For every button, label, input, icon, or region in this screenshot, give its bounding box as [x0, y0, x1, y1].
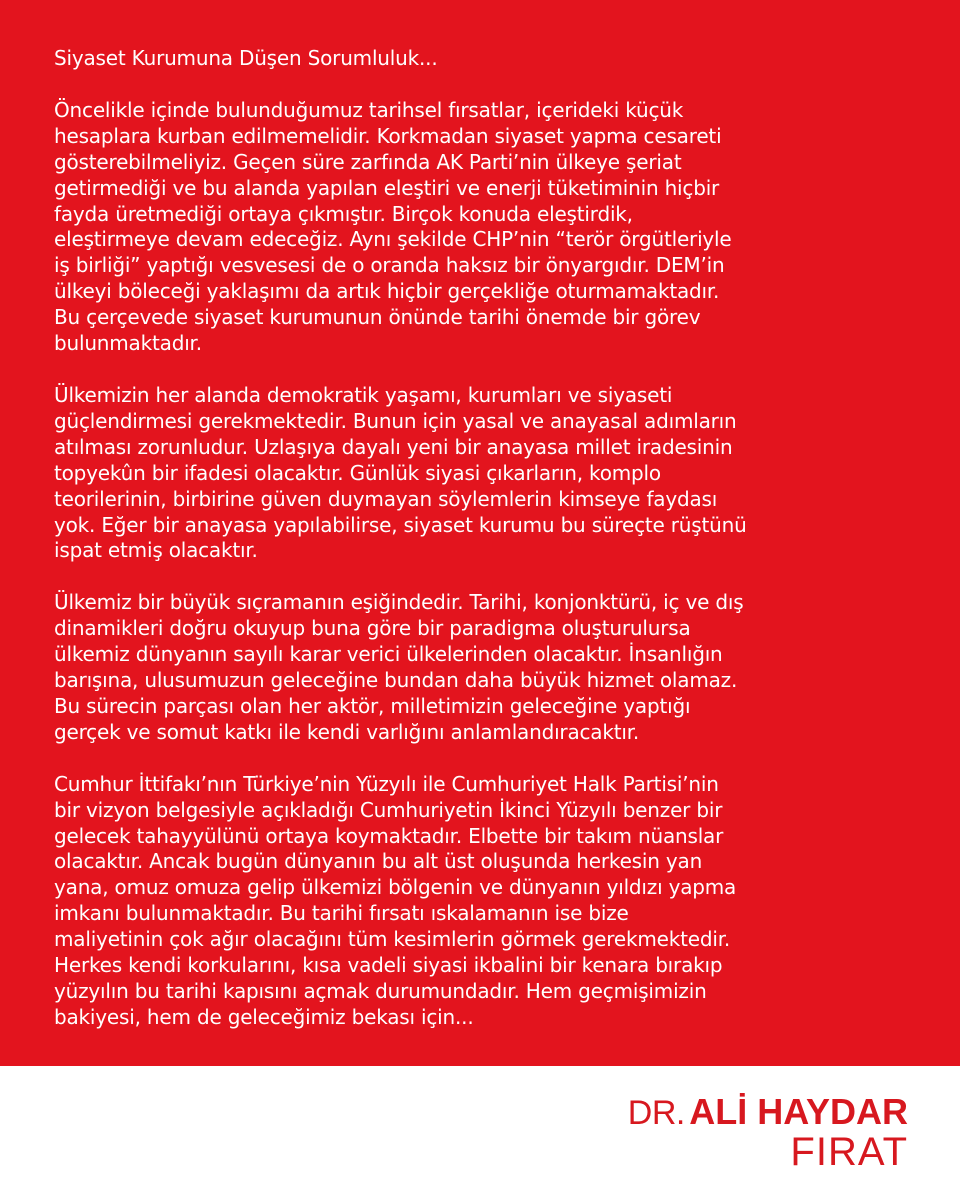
text-line: imkanı bulunmaktadır. Bu tarihi fırsatı ıskalamanın ise bize: [54, 901, 629, 926]
text-line: güçlendirmesi gerekmektedir. Bunun için yasal ve anayasal adımların: [54, 408, 737, 433]
statement-body: [54, 46, 924, 1057]
text-line: atılması zorunludur. Uzlaşıya dayalı yeni bir anayasa millet iradesinin: [54, 434, 733, 459]
statement-heading: Siyaset Kurumuna Düşen Sorumluluk...: [54, 46, 438, 70]
text-line: bir vizyon belgesiyle açıkladığı Cumhuriyetin İkinci Yüzyılı benzer bir: [54, 797, 723, 822]
signature-top-line: [627, 1091, 908, 1132]
text-line: barışına, ulusumuzun geleceğine bundan daha büyük hizmet olamaz.: [54, 668, 738, 693]
text-line: Bu çerçevede siyaset kurumunun önünde tarihi önemde bir görev: [54, 305, 701, 330]
paragraph-3: [54, 590, 924, 745]
text-line: Ülkemizin her alanda demokratik yaşamı, kurumları ve siyaseti: [54, 382, 673, 407]
paragraph-4: [54, 772, 924, 1031]
signature-title: DR.: [627, 1094, 685, 1132]
text-line: topyekûn bir ifadesi olacaktır. Günlük siyasi çıkarların, komplo: [54, 460, 661, 485]
text-line: dinamikleri doğru okuyup buna göre bir paradigma oluşturulursa: [54, 616, 691, 641]
text-line: yok. Eğer bir anayasa yapılabilirse, siyaset kurumu bu süreçte rüştünü: [54, 512, 747, 537]
paragraph-1: [54, 98, 924, 357]
text-line: iş birliği” yaptığı vesvesesi de o oranda haksız bir önyargıdır. DEM’in: [54, 253, 725, 278]
text-line: Ülkemiz bir büyük sıçramanın eşiğindedir. Tarihi, konjonktürü, iç ve dış: [54, 590, 744, 615]
signature-footer: [0, 1066, 960, 1200]
text-line: maliyetinin çok ağır olacağını tüm kesimlerin görmek gerekmektedir.: [54, 927, 731, 952]
text-line: Herkes kendi korkularını, kısa vadeli siyasi ikbalini bir kenara bırakıp: [54, 953, 723, 978]
text-line: Bu sürecin parçası olan her aktör, milletimizin geleceğine yaptığı: [54, 693, 691, 718]
text-line: ispat etmiş olacaktır.: [54, 538, 258, 563]
text-line: gösterebilmeliyiz. Geçen süre zarfında AK Parti’nin ülkeye şeriat: [54, 149, 682, 174]
text-line: ülkemiz dünyanın sayılı karar verici ülkelerinden olacaktır. İnsanlığın: [54, 642, 723, 667]
signature-name: ALİ HAYDAR: [689, 1091, 908, 1132]
text-line: ülkeyi böleceği yaklaşımı da artık hiçbir gerçekliğe oturmamaktadır.: [54, 279, 720, 304]
text-line: olacaktır. Ancak bugün dünyanın bu alt üst oluşunda herkesin yan: [54, 849, 703, 874]
text-line: Öncelikle içinde bulunduğumuz tarihsel fırsatlar, içerideki küçük: [54, 97, 684, 122]
text-line: teorilerinin, birbirine güven duymayan söylemlerin kimseye faydası: [54, 486, 718, 511]
signature-surname: FIRAT: [790, 1130, 908, 1174]
text-line: bulunmaktadır.: [54, 331, 202, 356]
text-line: gerçek ve somut katkı ile kendi varlığını anlamlandıracaktır.: [54, 719, 640, 744]
text-line: yüzyılın bu tarihi kapısını açmak durumundadır. Hem geçmişimizin: [54, 979, 707, 1003]
text-line: fayda üretmediği ortaya çıkmıştır. Birçok konuda eleştirdik,: [54, 201, 633, 226]
paragraph-2: [54, 383, 924, 564]
text-line: gelecek tahayyülünü ortaya koymaktadır. Elbette bir takım nüanslar: [54, 823, 724, 848]
text-line: eleştirmeye devam edeceğiz. Aynı şekilde CHP’nin “terör örgütleriyle: [54, 227, 732, 252]
signature-logo: [627, 1091, 908, 1174]
text-line: hesaplara kurban edilmemelidir. Korkmadan siyaset yapma cesareti: [54, 123, 722, 148]
text-line: getirmediği ve bu alanda yapılan eleştiri ve enerji tüketiminin hiçbir: [54, 175, 720, 200]
text-line: yana, omuz omuza gelip ülkemizi bölgenin ve dünyanın yıldızı yapma: [54, 875, 737, 900]
text-line: bakiyesi, hem de geleceğimiz bekası için...: [54, 1004, 474, 1029]
text-line: Cumhur İttifakı’nın Türkiye’nin Yüzyılı ile Cumhuriyet Halk Partisi’nin: [54, 771, 719, 796]
